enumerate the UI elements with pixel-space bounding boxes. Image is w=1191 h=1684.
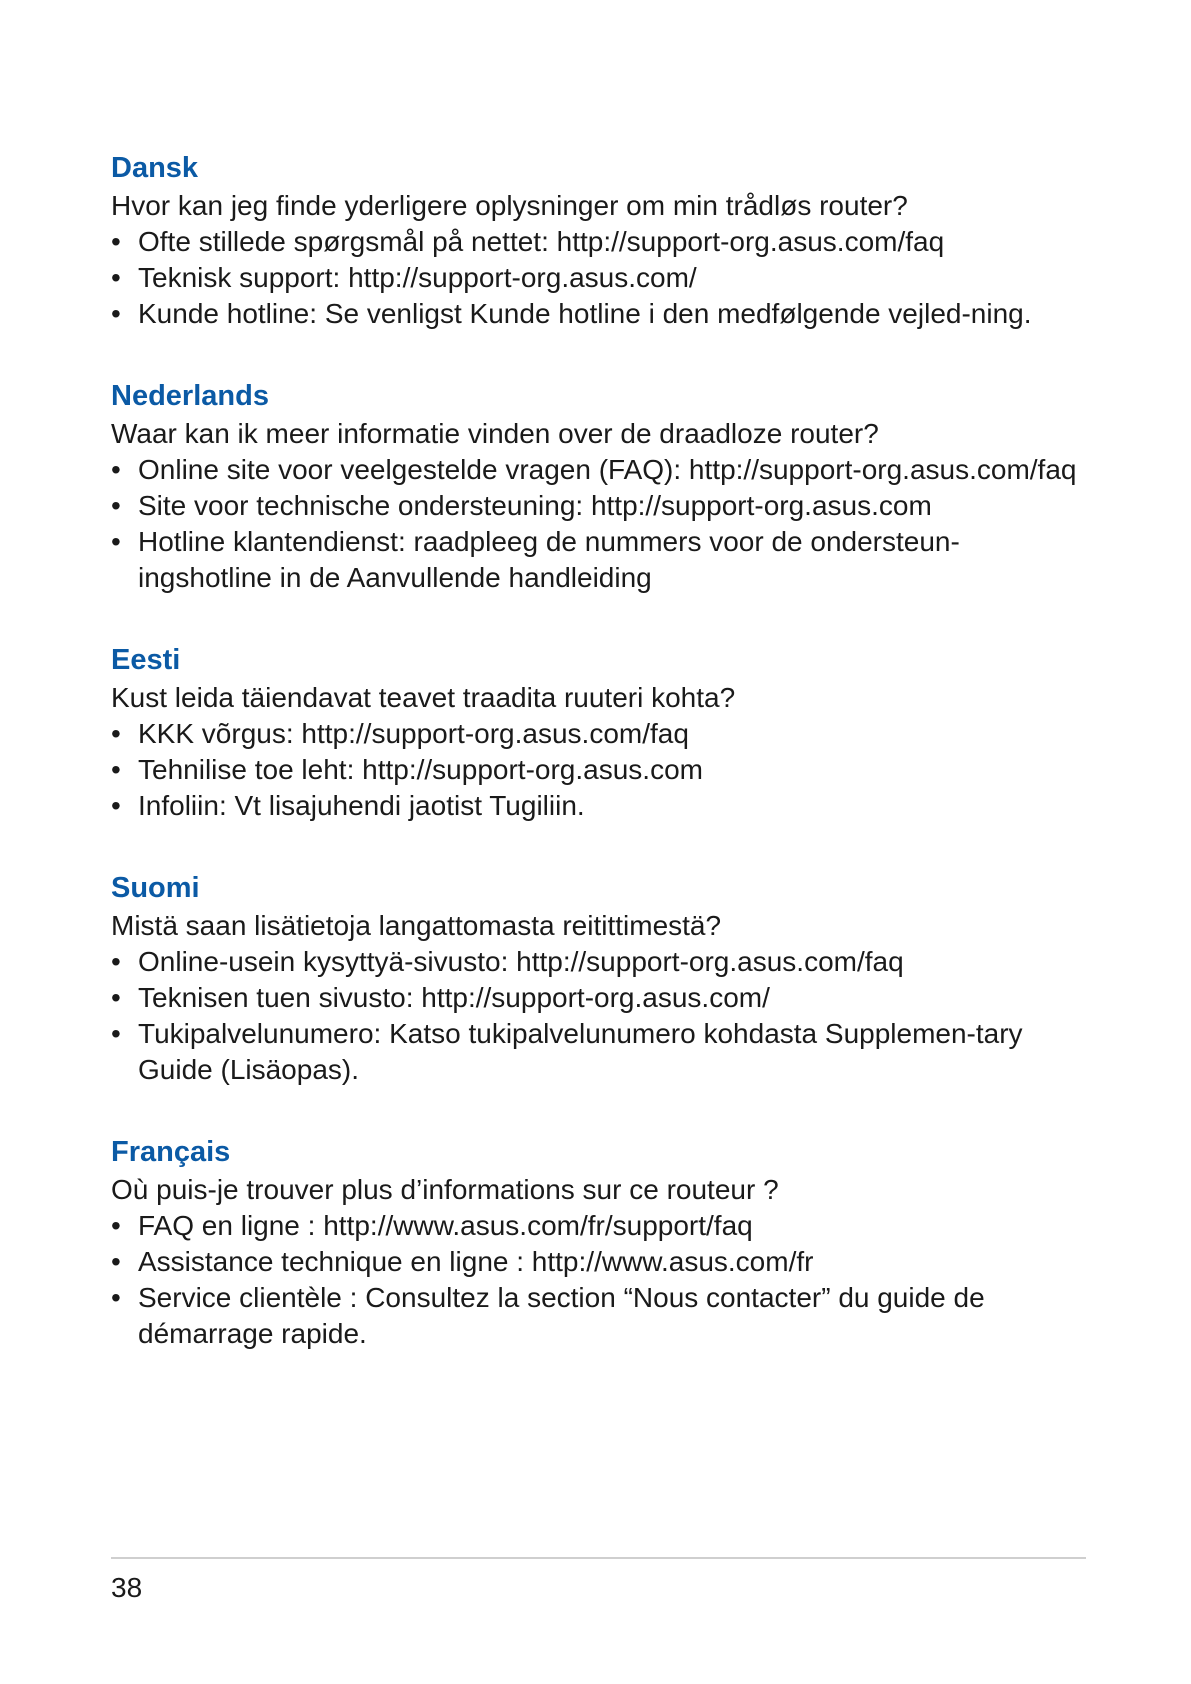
section-eesti	[111, 642, 1086, 824]
section-dansk	[111, 150, 1086, 332]
list-item-text: Tukipalvelunumero: Katso tukipalvelunumero kohdasta Supplemen-tary Guide (Lisäopas).	[138, 1018, 1023, 1085]
section-nederlands	[111, 378, 1086, 596]
section-heading: Français	[111, 1136, 231, 1168]
section-heading: Eesti	[111, 644, 181, 676]
list-item-text: Site voor technische ondersteuning: http://support-org.asus.com	[138, 490, 932, 521]
list-item-text: Ofte stillede spørgsmål på nettet: http://support-org.asus.com/faq	[138, 226, 945, 257]
list-item	[111, 296, 1086, 332]
bullet-icon: •	[111, 982, 121, 1013]
bullet-icon: •	[111, 526, 121, 557]
bullet-list	[111, 224, 1086, 332]
list-item	[111, 1016, 1086, 1088]
bullet-list	[111, 452, 1086, 596]
list-item	[111, 488, 1086, 524]
list-item	[111, 260, 1086, 296]
list-item	[111, 1280, 1086, 1352]
bullet-icon: •	[111, 1282, 121, 1313]
list-item	[111, 788, 1086, 824]
bullet-icon: •	[111, 1210, 121, 1241]
list-item	[111, 524, 1086, 596]
bullet-icon: •	[111, 718, 121, 749]
section-francais	[111, 1134, 1086, 1352]
list-item	[111, 752, 1086, 788]
bullet-icon: •	[111, 298, 121, 329]
list-item-text: Hotline klantendienst: raadpleeg de nummers voor de ondersteun-ingshotline in de Aanvullende handleiding	[138, 526, 960, 593]
list-item-text: Teknisk support: http://support-org.asus.com/	[138, 262, 697, 293]
section-question: Kust leida täiendavat teavet traadita ruuteri kohta?	[111, 682, 736, 713]
list-item	[111, 452, 1086, 488]
bullet-icon: •	[111, 946, 121, 977]
list-item-text: Teknisen tuen sivusto: http://support-org.asus.com/	[138, 982, 770, 1013]
list-item	[111, 944, 1086, 980]
bullet-list	[111, 1208, 1086, 1352]
list-item-text: Infoliin: Vt lisajuhendi jaotist Tugiliin.	[138, 790, 585, 821]
section-question: Waar kan ik meer informatie vinden over de draadloze router?	[111, 418, 879, 449]
section-suomi	[111, 870, 1086, 1088]
bullet-icon: •	[111, 490, 121, 521]
footer-divider	[111, 1557, 1086, 1559]
list-item-text: Tehnilise toe leht: http://support-org.asus.com	[138, 754, 703, 785]
list-item-text: Online-usein kysyttyä-sivusto: http://support-org.asus.com/faq	[138, 946, 904, 977]
bullet-list	[111, 716, 1086, 824]
bullet-icon: •	[111, 1246, 121, 1277]
section-heading: Nederlands	[111, 380, 269, 412]
list-item-text: FAQ en ligne : http://www.asus.com/fr/support/faq	[138, 1210, 753, 1241]
bullet-icon: •	[111, 262, 121, 293]
bullet-icon: •	[111, 1018, 121, 1049]
page-number: 38	[111, 1572, 143, 1603]
bullet-icon: •	[111, 226, 121, 257]
section-question: Où puis-je trouver plus d’informations sur ce routeur ?	[111, 1174, 779, 1205]
bullet-icon: •	[111, 790, 121, 821]
list-item-text: KKK võrgus: http://support-org.asus.com/faq	[138, 718, 689, 749]
list-item	[111, 980, 1086, 1016]
page-content	[111, 150, 1086, 1352]
list-item	[111, 1208, 1086, 1244]
list-item-text: Kunde hotline: Se venligst Kunde hotline i den medfølgende vejled-ning.	[138, 298, 1032, 329]
section-heading: Suomi	[111, 872, 200, 904]
bullet-list	[111, 944, 1086, 1088]
list-item	[111, 716, 1086, 752]
bullet-icon: •	[111, 754, 121, 785]
list-item-text: Service clientèle : Consultez la section “Nous contacter” du guide de démarrage rapide.	[138, 1282, 985, 1349]
section-question: Hvor kan jeg finde yderligere oplysninger om min trådløs router?	[111, 190, 908, 221]
section-question: Mistä saan lisätietoja langattomasta reitittimestä?	[111, 910, 722, 941]
list-item-text: Online site voor veelgestelde vragen (FAQ): http://support-org.asus.com/faq	[138, 454, 1077, 485]
list-item	[111, 1244, 1086, 1280]
bullet-icon: •	[111, 454, 121, 485]
list-item-text: Assistance technique en ligne : http://www.asus.com/fr	[138, 1246, 814, 1277]
section-heading: Dansk	[111, 152, 199, 184]
list-item	[111, 224, 1086, 260]
